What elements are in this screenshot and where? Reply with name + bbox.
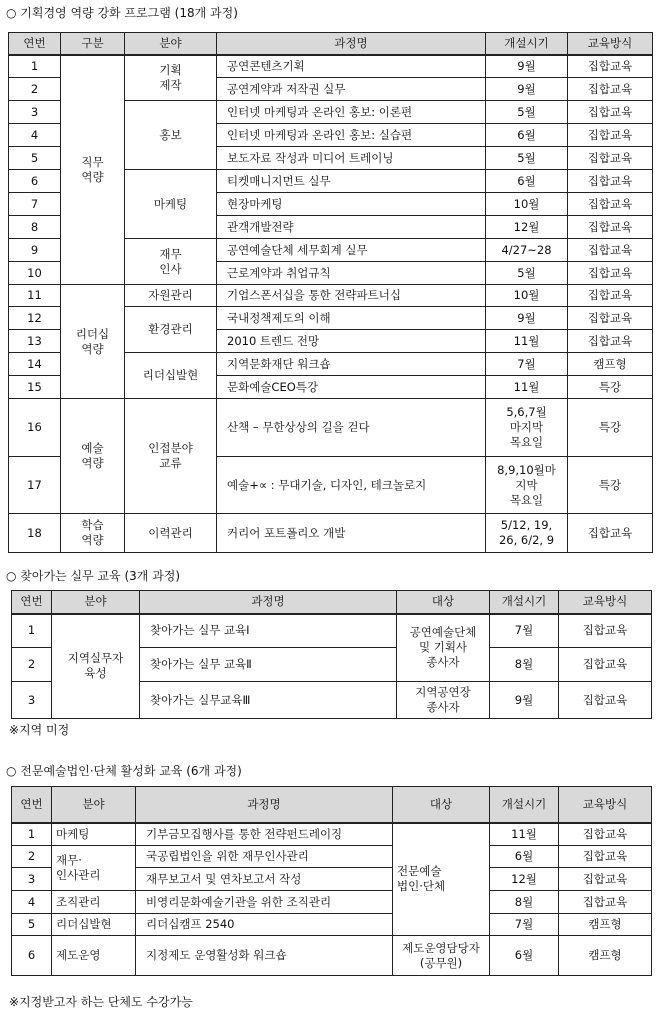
row-no: 15 xyxy=(9,376,61,399)
row-no: 11 xyxy=(9,285,61,307)
method-cell: 집합교육 xyxy=(568,514,653,553)
period-cell: 5월 xyxy=(486,101,568,124)
course-cell: 인터넷 마케팅과 온라인 홍보: 이론편 xyxy=(217,101,486,124)
header-target: 대상 xyxy=(393,787,490,823)
row-no: 2 xyxy=(9,78,61,101)
row-no: 4 xyxy=(12,891,52,914)
field-cell: 조직관리 xyxy=(52,891,136,914)
header-group: 구분 xyxy=(61,33,125,55)
field-cell: 마케팅 xyxy=(52,823,136,846)
period-cell: 8월 xyxy=(490,648,559,682)
method-cell: 집합교육 xyxy=(568,147,653,170)
row-no: 6 xyxy=(12,936,52,976)
field-cell: 인접분야 교류 xyxy=(125,399,217,514)
table-row xyxy=(9,285,653,307)
method-cell: 집합교육 xyxy=(568,285,653,307)
header-field: 분야 xyxy=(52,787,136,823)
field-cell: 지역실무자 육성 xyxy=(52,614,140,719)
period-cell: 10월 xyxy=(486,193,568,216)
header-course: 과정명 xyxy=(136,787,393,823)
field-cell: 마케팅 xyxy=(125,170,217,239)
method-cell: 집합교육 xyxy=(568,307,653,330)
method-cell: 캠프형 xyxy=(568,353,653,376)
table-row xyxy=(12,914,652,936)
field-cell: 기획 제작 xyxy=(125,55,217,101)
course-cell: 현장마케팅 xyxy=(217,193,486,216)
table-header-row xyxy=(12,787,652,823)
section-1-title: ○ 기획경영 역량 강화 프로그램 (18개 과정) xyxy=(6,6,238,20)
row-no: 10 xyxy=(9,262,61,285)
row-no: 1 xyxy=(12,823,52,846)
row-no: 6 xyxy=(9,170,61,193)
course-cell: 예술+∝ : 무대기술, 디자인, 테크놀로지 xyxy=(217,457,486,514)
header-period: 개설시기 xyxy=(490,787,559,823)
table-row xyxy=(9,55,653,78)
method-cell: 집합교육 xyxy=(559,868,652,891)
row-no: 18 xyxy=(9,514,61,553)
course-cell: 국내정책제도의 이해 xyxy=(217,307,486,330)
table-row xyxy=(12,823,652,846)
period-cell: 7월 xyxy=(490,914,559,936)
row-no: 9 xyxy=(9,239,61,262)
target-cell: 공연예술단체 및 기획사 종사자 xyxy=(397,614,490,682)
target-cell: 전문예술 법인·단체 xyxy=(393,823,490,936)
group-cell: 예술 역량 xyxy=(61,399,125,514)
course-cell: 근로계약과 취업규칙 xyxy=(217,262,486,285)
method-cell: 특강 xyxy=(568,399,653,457)
row-no: 14 xyxy=(9,353,61,376)
method-cell: 집합교육 xyxy=(559,891,652,914)
course-cell: 찾아가는 실무 교육Ⅰ xyxy=(140,614,397,648)
course-cell: 비영리문화예술기관을 위한 조직관리 xyxy=(136,891,393,914)
period-cell: 8,9,10월마 지막 목요일 xyxy=(486,457,568,514)
row-no: 12 xyxy=(9,307,61,330)
section-3-title: ○ 전문예술법인·단체 활성화 교육 (6개 과정) xyxy=(6,764,242,778)
section-2-note: ※지역 미정 xyxy=(9,723,70,737)
course-cell: 지정제도 운영활성화 워크숍 xyxy=(136,936,393,976)
header-target: 대상 xyxy=(397,591,490,614)
method-cell: 집합교육 xyxy=(568,239,653,262)
course-cell: 기업스폰서십을 통한 전략파트너십 xyxy=(217,285,486,307)
course-cell: 찾아가는 실무 교육Ⅱ xyxy=(140,648,397,682)
table-header-row xyxy=(9,33,653,55)
field-cell: 이력관리 xyxy=(125,514,217,553)
row-no: 2 xyxy=(12,648,52,682)
field-cell: 재무· 인사관리 xyxy=(52,846,136,891)
row-no: 1 xyxy=(12,614,52,648)
period-cell: 8월 xyxy=(490,891,559,914)
course-cell: 재무보고서 및 연차보고서 작성 xyxy=(136,868,393,891)
course-cell: 인터넷 마케팅과 온라인 홍보: 실습편 xyxy=(217,124,486,147)
group-cell: 리더십 역량 xyxy=(61,285,125,399)
field-cell: 제도운영 xyxy=(52,936,136,976)
period-cell: 9월 xyxy=(486,78,568,101)
method-cell: 집합교육 xyxy=(568,78,653,101)
table-visiting-education xyxy=(11,590,652,719)
row-no: 3 xyxy=(12,868,52,891)
target-cell: 지역공연장 종사자 xyxy=(397,682,490,719)
section-3-note: ※지정받고자 하는 단체도 수강가능 xyxy=(9,995,193,1009)
method-cell: 집합교육 xyxy=(568,193,653,216)
field-cell: 홍보 xyxy=(125,101,217,170)
section-2-title: ○ 찾아가는 실무 교육 (3개 과정) xyxy=(6,569,181,583)
method-cell: 집합교육 xyxy=(559,846,652,868)
field-cell: 리더십발현 xyxy=(52,914,136,936)
method-cell: 집합교육 xyxy=(568,330,653,353)
row-no: 8 xyxy=(9,216,61,239)
row-no: 16 xyxy=(9,399,61,457)
period-cell: 10월 xyxy=(486,285,568,307)
row-no: 13 xyxy=(9,330,61,353)
header-field: 분야 xyxy=(52,591,140,614)
period-cell: 9월 xyxy=(490,682,559,719)
table-row xyxy=(12,614,652,648)
course-cell: 티켓매니지먼트 실무 xyxy=(217,170,486,193)
header-period: 개설시기 xyxy=(490,591,559,614)
method-cell: 집합교육 xyxy=(568,55,653,78)
period-cell: 6월 xyxy=(490,936,559,976)
table-arts-org-education xyxy=(11,786,652,976)
period-cell: 12월 xyxy=(486,216,568,239)
row-no: 7 xyxy=(9,193,61,216)
header-method: 교육방식 xyxy=(568,33,653,55)
course-cell: 2010 트렌드 전망 xyxy=(217,330,486,353)
row-no: 3 xyxy=(12,682,52,719)
period-cell: 11월 xyxy=(490,823,559,846)
period-cell: 4/27~28 xyxy=(486,239,568,262)
course-cell: 국공립법인을 위한 재무인사관리 xyxy=(136,846,393,868)
field-cell: 재무 인사 xyxy=(125,239,217,285)
course-cell: 리더십캠프 2540 xyxy=(136,914,393,936)
row-no: 2 xyxy=(12,846,52,868)
header-method: 교육방식 xyxy=(559,787,652,823)
table-planning-program xyxy=(8,32,653,553)
method-cell: 집합교육 xyxy=(559,648,652,682)
method-cell: 집합교육 xyxy=(559,682,652,719)
target-cell: 제도운영담당자 (공무원) xyxy=(393,936,490,976)
course-cell: 공연콘텐츠기획 xyxy=(217,55,486,78)
group-cell: 학습 역량 xyxy=(61,514,125,553)
period-cell: 5/12, 19, 26, 6/2, 9 xyxy=(486,514,568,553)
header-method: 교육방식 xyxy=(559,591,652,614)
method-cell: 집합교육 xyxy=(568,262,653,285)
course-cell: 보도자료 작성과 미디어 트레이닝 xyxy=(217,147,486,170)
course-cell: 지역문화재단 워크숍 xyxy=(217,353,486,376)
header-course: 과정명 xyxy=(140,591,397,614)
course-cell: 관객개발전략 xyxy=(217,216,486,239)
header-period: 개설시기 xyxy=(486,33,568,55)
row-no: 4 xyxy=(9,124,61,147)
course-cell: 공연계약과 저작권 실무 xyxy=(217,78,486,101)
header-course: 과정명 xyxy=(217,33,486,55)
course-cell: 기부금모집행사를 통한 전략펀드레이징 xyxy=(136,823,393,846)
header-no: 연번 xyxy=(12,591,52,614)
field-cell: 환경관리 xyxy=(125,307,217,353)
course-cell: 찾아가는 실무교육Ⅲ xyxy=(140,682,397,719)
period-cell: 5,6,7월 마지막 목요일 xyxy=(486,399,568,457)
header-field: 분야 xyxy=(125,33,217,55)
course-cell: 커리어 포트폴리오 개발 xyxy=(217,514,486,553)
course-cell: 문화예술CEO특강 xyxy=(217,376,486,399)
table-row xyxy=(9,399,653,457)
period-cell: 9월 xyxy=(486,55,568,78)
method-cell: 집합교육 xyxy=(559,823,652,846)
course-cell: 산책 – 무한상상의 길을 걷다 xyxy=(217,399,486,457)
method-cell: 집합교육 xyxy=(568,101,653,124)
method-cell: 캠프형 xyxy=(559,914,652,936)
method-cell: 집합교육 xyxy=(568,124,653,147)
method-cell: 집합교육 xyxy=(568,170,653,193)
period-cell: 7월 xyxy=(490,614,559,648)
row-no: 17 xyxy=(9,457,61,514)
method-cell: 집합교육 xyxy=(559,614,652,648)
period-cell: 6월 xyxy=(490,846,559,868)
course-cell: 공연예술단체 세무회계 실무 xyxy=(217,239,486,262)
period-cell: 5월 xyxy=(486,262,568,285)
method-cell: 특강 xyxy=(568,457,653,514)
row-no: 5 xyxy=(9,147,61,170)
row-no: 1 xyxy=(9,55,61,78)
method-cell: 캠프형 xyxy=(559,936,652,976)
group-cell: 직무 역량 xyxy=(61,55,125,285)
period-cell: 5월 xyxy=(486,147,568,170)
period-cell: 11월 xyxy=(486,376,568,399)
table-row xyxy=(12,936,652,976)
field-cell: 자원관리 xyxy=(125,285,217,307)
period-cell: 7월 xyxy=(486,353,568,376)
method-cell: 집합교육 xyxy=(568,216,653,239)
table-row xyxy=(12,846,652,868)
period-cell: 12월 xyxy=(490,868,559,891)
table-row xyxy=(9,514,653,553)
method-cell: 특강 xyxy=(568,376,653,399)
table-row xyxy=(12,891,652,914)
row-no: 5 xyxy=(12,914,52,936)
table-header-row xyxy=(12,591,652,614)
period-cell: 6월 xyxy=(486,124,568,147)
row-no: 3 xyxy=(9,101,61,124)
period-cell: 9월 xyxy=(486,307,568,330)
header-no: 연번 xyxy=(9,33,61,55)
header-no: 연번 xyxy=(12,787,52,823)
period-cell: 6월 xyxy=(486,170,568,193)
field-cell: 리더십발현 xyxy=(125,353,217,399)
period-cell: 11월 xyxy=(486,330,568,353)
